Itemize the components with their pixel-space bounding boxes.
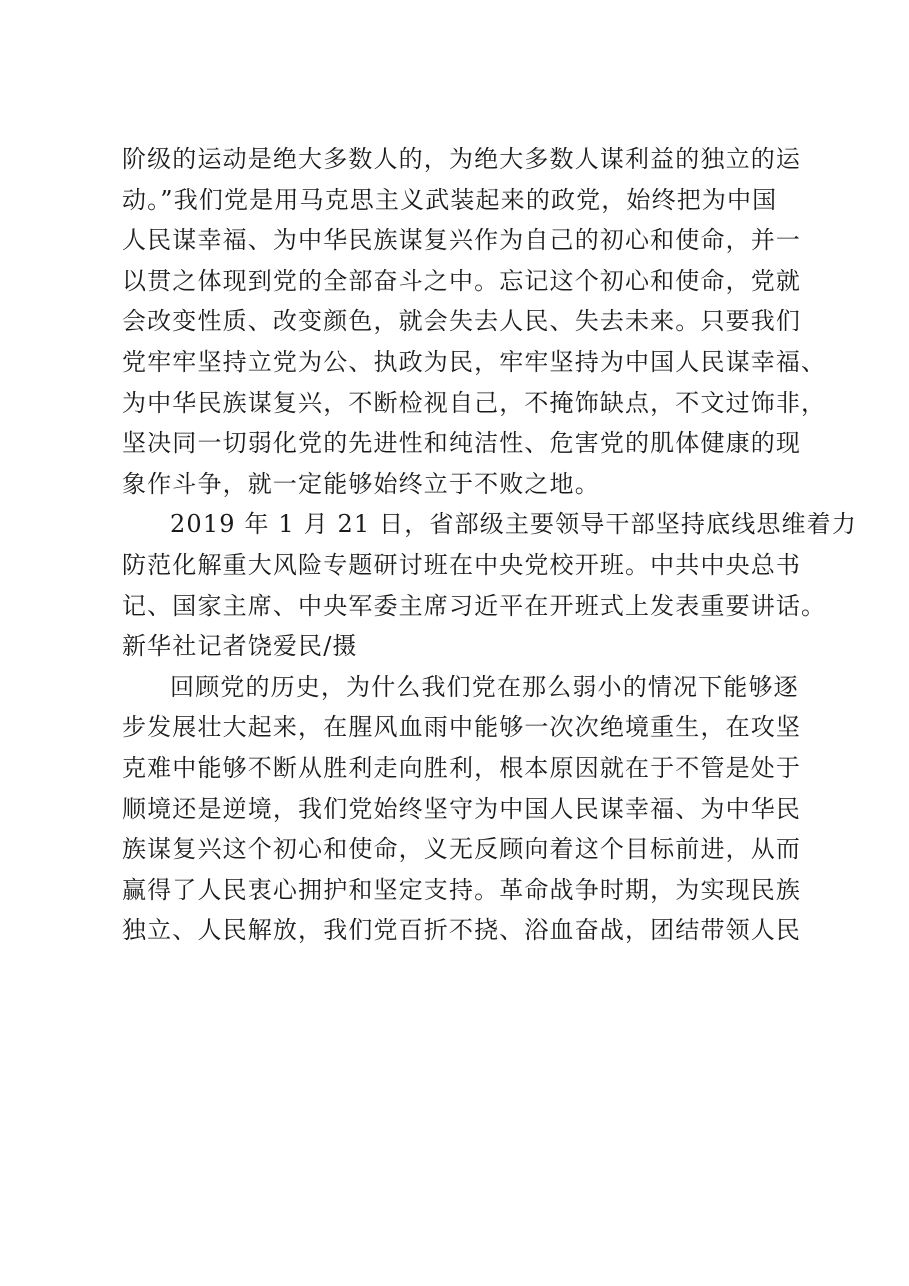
text-line: 族谋复兴这个初心和使命，义无反顾向着这个目标前进，从而 <box>122 835 802 864</box>
text-line: 防范化解重大风险专题研讨班在中央党校开班。中共中央总书 <box>122 550 802 579</box>
photo-caption <box>122 504 857 666</box>
body-text <box>122 139 857 951</box>
text-line: 新华社记者饶爱民/摄 <box>122 632 358 661</box>
text-line: 克难中能够不断从胜利走向胜利，根本原因就在于不管是处于 <box>122 753 802 782</box>
text-line: 党牢牢坚持立党为公、执政为民，牢牢坚持为中国人民谋幸福、 <box>122 347 827 376</box>
text-line: 人民谋幸福、为中华民族谋复兴作为自己的初心和使命，并一 <box>122 226 802 255</box>
text-line: 2019 年 1 月 21 日，省部级主要领导干部坚持底线思维着力 <box>170 510 857 539</box>
text-line: 以贯之体现到党的全部奋斗之中。忘记这个初心和使命，党就 <box>122 266 802 295</box>
text-line: 回顾党的历史，为什么我们党在那么弱小的情况下能够逐 <box>170 672 799 701</box>
text-line: 记、国家主席、中央军委主席习近平在开班式上发表重要讲话。 <box>122 591 827 620</box>
text-line: 为中华民族谋复兴，不断检视自己，不掩饰缺点，不文过饰非， <box>122 388 827 417</box>
text-line: 独立、人民解放，我们党百折不挠、浴血奋战，团结带领人民 <box>122 916 802 945</box>
text-line: 步发展壮大起来，在腥风血雨中能够一次次绝境重生，在攻坚 <box>122 713 802 742</box>
text-line: 阶级的运动是绝大多数人的，为绝大多数人谋利益的独立的运 <box>122 145 802 173</box>
paragraph-1 <box>122 139 827 504</box>
text-line: 动。”我们党是用马克思主义武装起来的政党，始终把为中国 <box>122 185 778 214</box>
text-line: 坚决同一切弱化党的先进性和纯洁性、危害党的肌体健康的现 <box>122 429 802 458</box>
text-line: 会改变性质、改变颜色，就会失去人民、失去未来。只要我们 <box>122 307 802 336</box>
paragraph-3 <box>122 667 802 951</box>
text-line: 象作斗争，就一定能够始终立于不败之地。 <box>122 469 600 498</box>
text-line: 赢得了人民衷心拥护和坚定支持。革命战争时期，为实现民族 <box>122 875 802 904</box>
text-line: 顺境还是逆境，我们党始终坚守为中国人民谋幸福、为中华民 <box>122 794 802 823</box>
